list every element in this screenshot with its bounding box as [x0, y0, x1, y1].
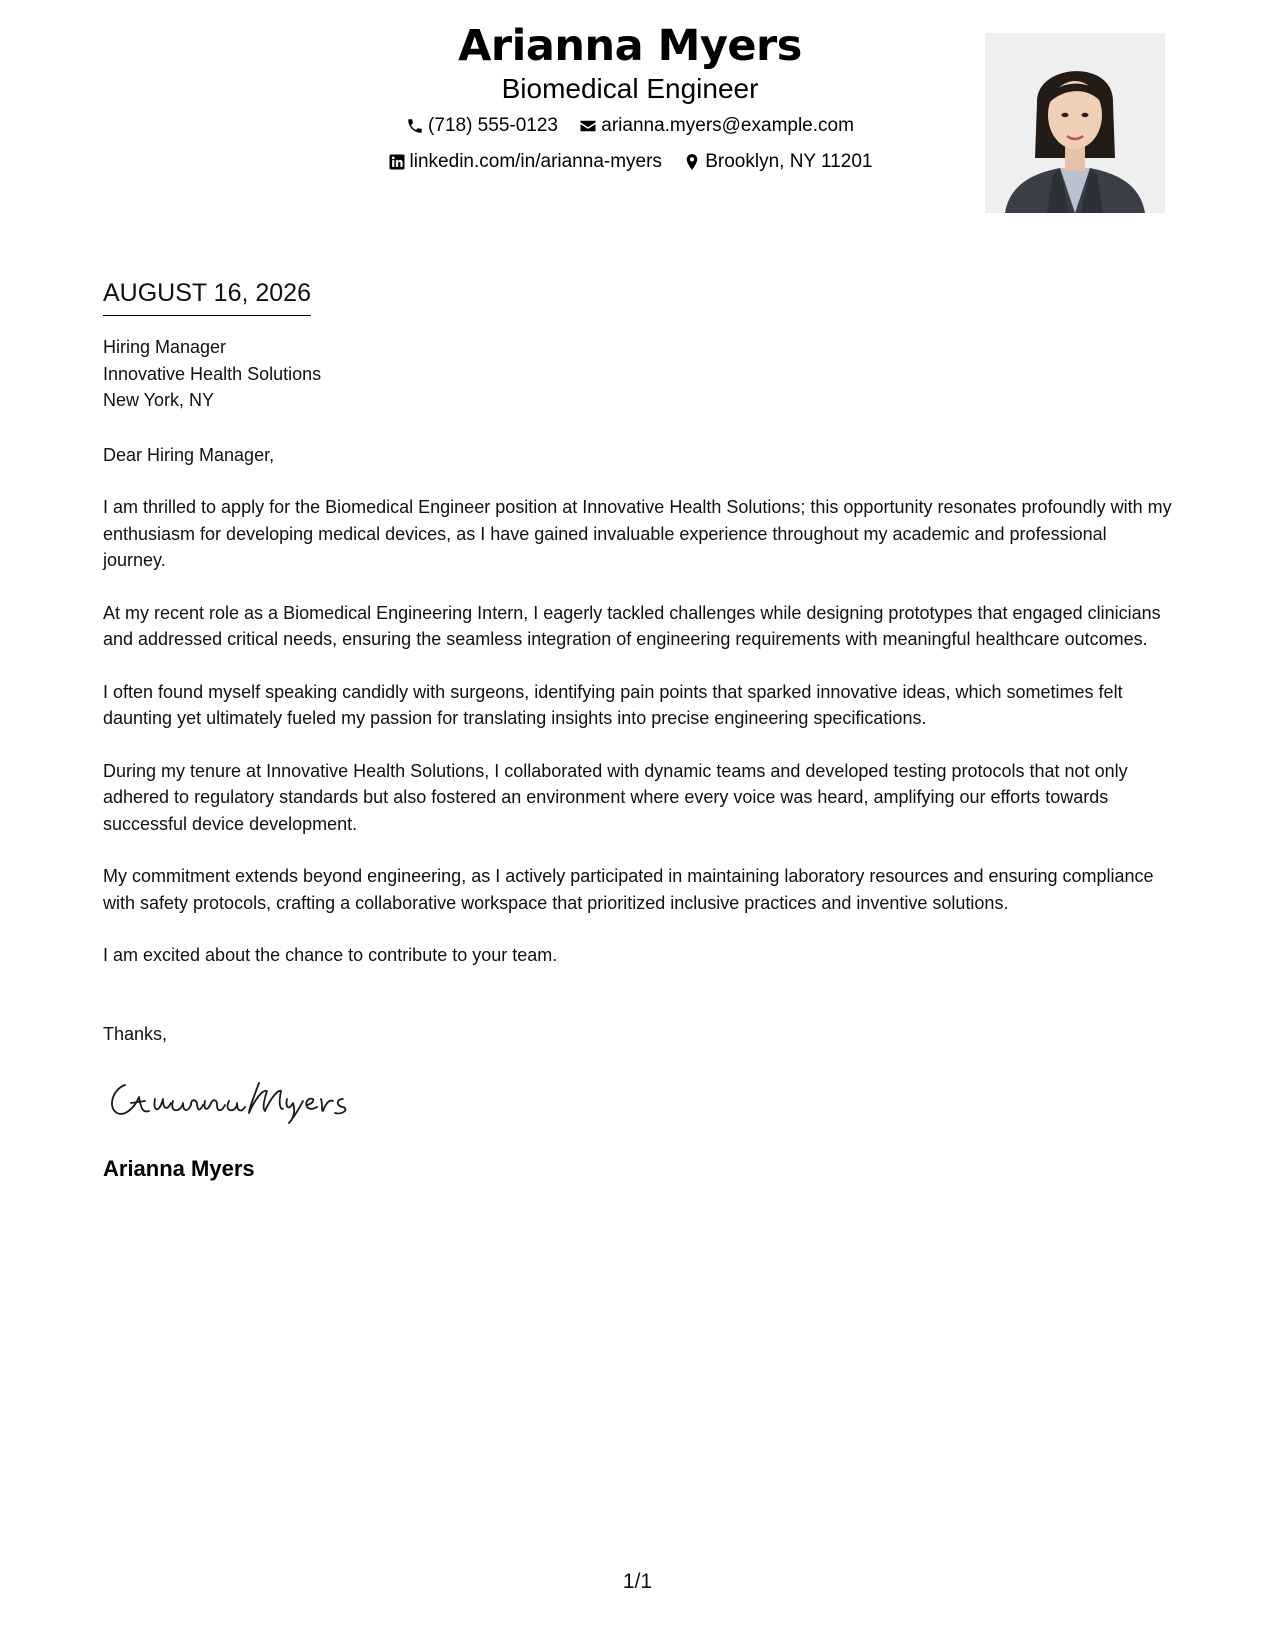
phone-text: (718) 555-0123: [428, 115, 558, 136]
contact-phone[interactable]: [406, 114, 558, 138]
body-paragraph: At my recent role as a Biomedical Engineering Intern, I eagerly tackled challenges while designing prototypes that engaged clinicians and addressed critical needs, ensuring the seamless integration of engineering requirements with meaningful healthcare outcomes.: [103, 602, 1161, 649]
signer-name: Arianna Myers: [103, 1155, 255, 1181]
envelope-icon: [579, 117, 597, 135]
body-paragraph: My commitment extends beyond engineering, as I actively participated in maintaining laboratory resources and ensuring compliance with safety protocols, crafting a collaborative workspace that prioritized inclusive practices and inventive solutions.: [103, 866, 1154, 913]
body-paragraph: I am thrilled to apply for the Biomedical Engineer position at Innovative Health Solutions; this opportunity resonates profoundly with my enthusiasm for developing medical devices, as I have gained invaluable experience throughout my academic and professional journey.: [103, 497, 1172, 570]
location-text: Brooklyn, NY 11201: [705, 151, 873, 172]
handwritten-signature: [103, 1069, 363, 1125]
linkedin-icon: [388, 153, 406, 171]
contact-location: [683, 150, 872, 174]
recipient-line: New York, NY: [103, 390, 215, 410]
applicant-name: Arianna Myers: [458, 21, 802, 71]
applicant-title: Biomedical Engineer: [501, 73, 759, 104]
letter-body: [103, 276, 1173, 1183]
salutation: Dear Hiring Manager,: [103, 444, 275, 465]
recipient-line: Innovative Health Solutions: [103, 363, 322, 384]
page-number: 1/1: [622, 1570, 653, 1593]
map-pin-icon: [683, 153, 701, 171]
letter-date: AUGUST 16, 2026: [103, 276, 311, 316]
phone-icon: [406, 117, 424, 135]
contact-email[interactable]: [579, 114, 854, 138]
profile-photo: [985, 33, 1165, 213]
body-paragraph: I often found myself speaking candidly with surgeons, identifying pain points that sparked innovative ideas, which sometimes felt daunting yet ultimately fueled my passion for translating insights into precise engineering specifications.: [103, 681, 1123, 728]
recipient-line: Hiring Manager: [103, 337, 227, 357]
body-paragraph: I am excited about the chance to contribute to your team.: [103, 945, 558, 965]
contact-linkedin[interactable]: [388, 150, 662, 174]
recipient-block: [103, 334, 1173, 414]
closing: Thanks,: [103, 1023, 168, 1044]
linkedin-text: linkedin.com/in/arianna-myers: [409, 151, 662, 172]
body-paragraph: During my tenure at Innovative Health Solutions, I collaborated with dynamic teams and developed testing protocols that not only adhered to regulatory standards but also fostered an environment where every voice was heard, amplifying our efforts towards successful device development.: [103, 760, 1128, 834]
email-text: arianna.myers@example.com: [601, 115, 854, 136]
